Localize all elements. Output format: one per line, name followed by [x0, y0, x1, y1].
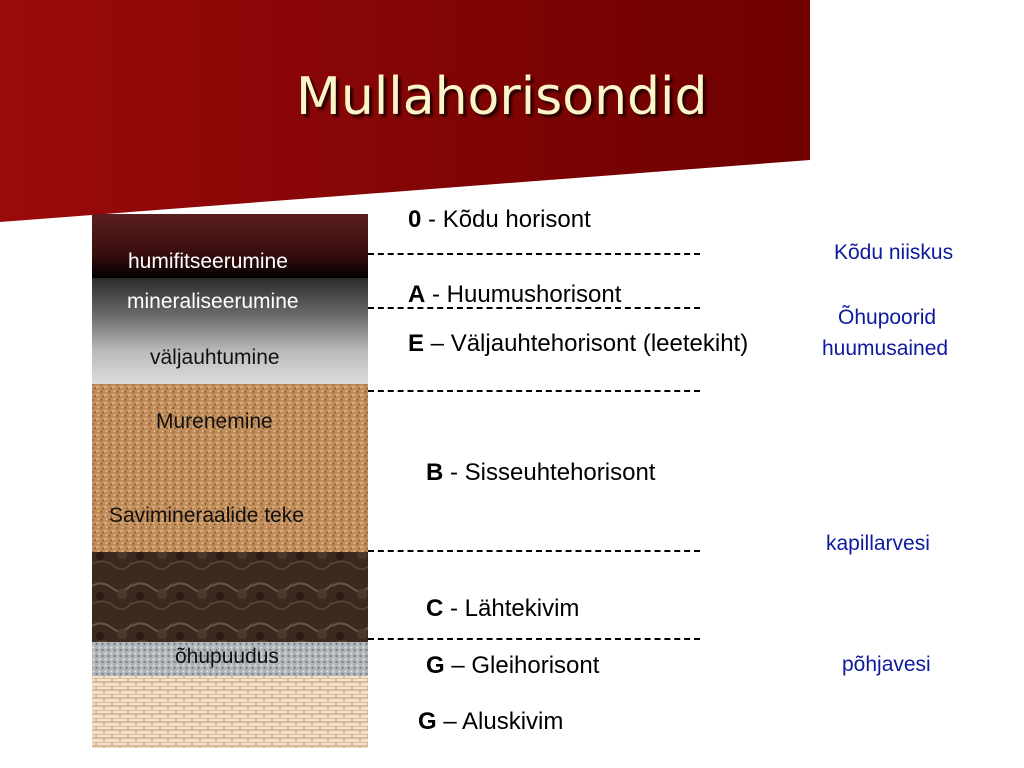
horizon-letter: B — [426, 459, 444, 486]
horizon-c — [426, 595, 579, 623]
horizon-g-gley — [426, 652, 599, 680]
horizon-letter: G — [426, 652, 445, 679]
horizon-letter: G — [418, 708, 437, 735]
boundary-line — [368, 638, 700, 640]
slide-title: Mullahorisondid — [296, 67, 708, 127]
horizon-text: - Huumushorisont — [425, 281, 622, 308]
boundary-line — [368, 253, 700, 255]
horizon-e — [408, 330, 748, 358]
label-mineralization: mineraliseerumine — [127, 290, 299, 313]
horizon-letter: A — [408, 281, 426, 308]
water-litter-moisture: Kõdu niiskus — [834, 241, 954, 264]
horizon-text: - Sisseuhtehorisont — [443, 459, 656, 486]
label-weathering: Murenemine — [156, 410, 273, 433]
horizon-b — [426, 459, 655, 487]
label-humification: humifitseerumine — [128, 250, 288, 273]
boundary-line — [368, 390, 700, 392]
horizon-o — [408, 206, 591, 234]
horizon-text: - Lähtekivim — [443, 595, 580, 622]
water-groundwater: põhjavesi — [842, 653, 931, 676]
layer-bedrock — [92, 676, 368, 748]
water-capillary: kapillarvesi — [826, 532, 930, 555]
boundary-line — [368, 550, 700, 552]
horizon-text: - Kõdu horisont — [421, 206, 591, 233]
horizon-text: – Gleihorisont — [444, 652, 600, 679]
horizon-g-bedrock — [418, 708, 563, 736]
label-leaching: väljauhtumine — [150, 346, 280, 369]
horizon-letter: E — [408, 330, 425, 357]
horizon-a — [408, 281, 621, 309]
horizon-text: – Väljauhtehorisont (leetekiht) — [424, 330, 749, 357]
horizon-letter: 0 — [408, 206, 422, 233]
label-aeration-deficit: õhupuudus — [175, 645, 279, 668]
water-humus: huumusained — [822, 337, 949, 360]
layer-c-parent-rock — [92, 552, 368, 642]
horizon-letter: C — [426, 595, 444, 622]
water-air-pores: Õhupoorid — [838, 306, 937, 329]
label-clay-formation: Savimineraalide teke — [109, 504, 304, 527]
horizon-text: – Aluskivim — [436, 708, 564, 735]
